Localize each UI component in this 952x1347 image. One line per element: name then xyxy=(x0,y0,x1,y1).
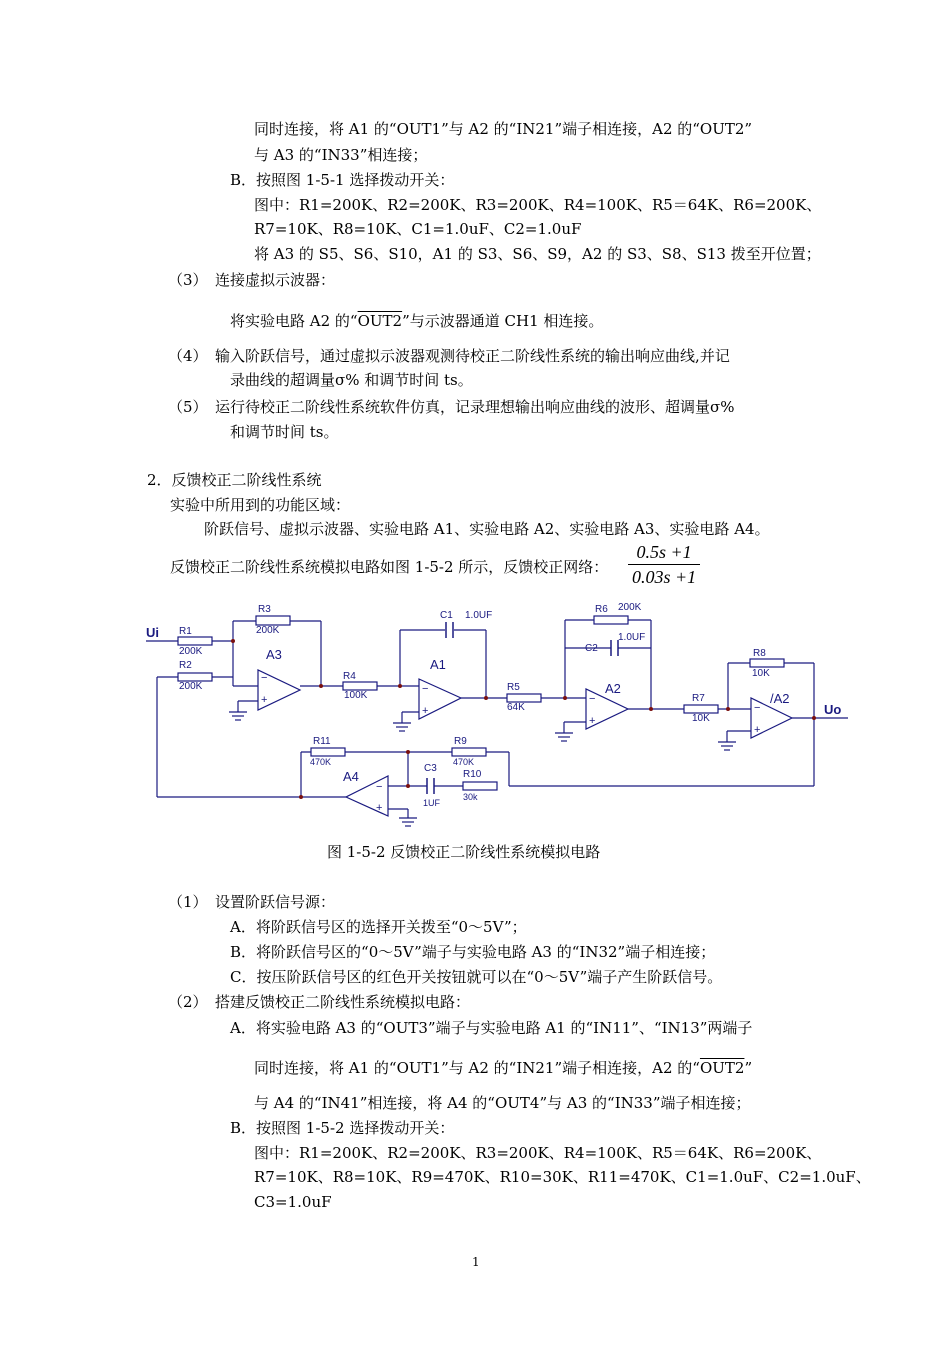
section-heading: 2．反馈校正二阶线性系统 xyxy=(147,471,322,489)
text-line: 和调节时间 ts。 xyxy=(230,423,339,441)
text-line: （4） 输入阶跃信号，通过虚拟示波器观测待校正二阶线性系统的输出响应曲线,并记 xyxy=(168,347,730,365)
text-line: （2） 搭建反馈校正二阶线性系统模拟电路： xyxy=(168,993,471,1011)
amp-label: A2 xyxy=(605,681,621,696)
component-value: 1.0UF xyxy=(465,610,493,621)
resistor-r7 xyxy=(684,705,718,713)
component-label: R6 xyxy=(595,604,608,615)
component-value: 1UF xyxy=(423,798,441,808)
resistor-r3 xyxy=(256,616,290,625)
svg-text:+: + xyxy=(589,715,596,727)
svg-text:−: − xyxy=(422,683,429,695)
text-line: B．按照图 1-5-1 选择拨动开关： xyxy=(230,171,455,189)
resistor-r10 xyxy=(463,782,497,790)
transfer-function xyxy=(628,540,700,589)
text-line: B．按照图 1-5-2 选择拨动开关： xyxy=(230,1119,455,1137)
component-value: 10K xyxy=(692,713,710,724)
svg-text:−: − xyxy=(754,702,761,714)
resistor-r2 xyxy=(178,673,212,681)
text-part: 同时连接，将 A1 的“OUT1”与 A2 的“IN21”端子相连接，A2 的“ xyxy=(254,1059,700,1077)
svg-text:+: + xyxy=(754,724,761,736)
text-line: R7=10K、R8=10K、C1=1.0uF、C2=1.0uF xyxy=(254,220,582,238)
text-line: 实验中所用到的功能区域： xyxy=(170,496,351,514)
component-value: 200K xyxy=(256,625,280,636)
component-label: R3 xyxy=(258,604,271,615)
resistor-r9 xyxy=(452,748,486,756)
denominator: 0.03s +1 xyxy=(632,567,697,587)
text-line: 与 A4 的“IN41”相连接，将 A4 的“OUT4”与 A3 的“IN33”端子相连接； xyxy=(254,1094,751,1112)
component-label: R10 xyxy=(463,769,482,780)
text-part: 将实验电路 A2 的“ xyxy=(230,312,358,330)
resistor-r6 xyxy=(594,616,628,624)
text-line xyxy=(230,311,603,331)
component-value: 470K xyxy=(453,757,475,767)
amp-label: /A2 xyxy=(770,691,790,706)
component-label: R1 xyxy=(179,626,192,637)
resistor-r11 xyxy=(311,748,345,756)
text-line: C．按压阶跃信号区的红色开关按钮就可以在“0～5V”端子产生阶跃信号。 xyxy=(230,968,723,986)
overlined-term: OUT2 xyxy=(699,1059,745,1077)
text-line xyxy=(254,1058,752,1078)
text-line: B．将阶跃信号区的“0～5V”端子与实验电路 A3 的“IN32”端子相连接； xyxy=(230,943,716,961)
component-value: 470K xyxy=(310,757,332,767)
component-value: 10K xyxy=(752,668,770,679)
component-label: C3 xyxy=(424,763,437,774)
component-label: C2 xyxy=(585,643,598,654)
component-label: R4 xyxy=(343,671,356,682)
svg-text:+: + xyxy=(261,694,268,706)
text-line: R7=10K、R8=10K、R9=470K、R10=30K、R11=470K、C1=1.0uF、C2=1.0uF、 xyxy=(254,1168,871,1186)
svg-text:−: − xyxy=(261,672,268,684)
uo-label: Uo xyxy=(824,702,842,717)
component-label: R7 xyxy=(692,693,705,704)
text-line: （5） 运行待校正二阶线性系统软件仿真，记录理想输出响应曲线的波形、超调量σ% xyxy=(168,398,735,416)
text-part: ”与示波器通道 CH1 相连接。 xyxy=(402,312,604,330)
svg-text:+: + xyxy=(422,705,429,717)
svg-text:+: + xyxy=(376,802,383,814)
component-value: 64K xyxy=(507,702,525,713)
text-line: C3=1.0uF xyxy=(254,1193,332,1211)
text-line: 图中：R1=200K、R2=200K、R3=200K、R4=100K、R5＝64K、R6=200K、 xyxy=(254,1144,822,1162)
amp-label: A1 xyxy=(430,657,446,672)
text-line: 录曲线的超调量σ% 和调节时间 ts。 xyxy=(230,371,473,389)
component-label: C1 xyxy=(440,610,453,621)
component-label: R5 xyxy=(507,682,520,693)
resistor-r8 xyxy=(750,659,784,667)
component-label: R11 xyxy=(313,736,331,747)
resistor-r4 xyxy=(343,682,377,690)
text-line: 阶跃信号、虚拟示波器、实验电路 A1、实验电路 A2、实验电路 A3、实验电路 A4。 xyxy=(204,520,770,538)
amp-label: A4 xyxy=(343,769,359,784)
text-line: 将 A3 的 S5、S6、S10，A1 的 S3、S6、S9，A2 的 S3、S8、S13 拨至开位置； xyxy=(254,245,821,263)
text-line: 图中：R1=200K、R2=200K、R3=200K、R4=100K、R5＝64K、R6=200K、 xyxy=(254,196,822,214)
overlined-term: OUT2 xyxy=(357,312,403,330)
component-label: R9 xyxy=(454,736,467,747)
component-value: 200K xyxy=(179,646,203,657)
text-line: （3） 连接虚拟示波器： xyxy=(168,271,336,289)
text-line: （1） 设置阶跃信号源： xyxy=(168,893,336,911)
ui-label: Ui xyxy=(146,625,159,640)
page-number: 1 xyxy=(472,1255,480,1269)
component-value: 200K xyxy=(618,602,642,613)
component-value: 200K xyxy=(179,681,203,692)
text-line: A．将实验电路 A3 的“OUT3”端子与实验电路 A1 的“IN11”、“IN13”两端子 xyxy=(230,1019,753,1037)
text-line: 与 A3 的“IN33”相连接； xyxy=(254,146,428,164)
resistor-r5 xyxy=(507,694,541,702)
resistor-r1 xyxy=(178,637,212,645)
component-value: 100K xyxy=(344,690,368,701)
text-line: 反馈校正二阶线性系统模拟电路如图 1-5-2 所示，反馈校正网络： xyxy=(170,558,609,576)
component-value: 1.0UF xyxy=(618,632,646,643)
svg-text:−: − xyxy=(376,781,383,793)
text-line: 同时连接，将 A1 的“OUT1”与 A2 的“IN21”端子相连接，A2 的“OUT2” xyxy=(254,120,753,138)
component-label: R8 xyxy=(753,648,766,659)
numerator: 0.5s +1 xyxy=(628,540,700,565)
figure-caption: 图 1-5-2 反馈校正二阶线性系统模拟电路 xyxy=(327,843,601,861)
text-line: A．将阶跃信号区的选择开关拨至“0～5V”； xyxy=(230,918,527,936)
component-value: 30k xyxy=(463,792,478,802)
component-label: R2 xyxy=(179,660,192,671)
text-part: ” xyxy=(744,1059,753,1077)
amp-label: A3 xyxy=(266,647,282,662)
svg-text:−: − xyxy=(589,693,596,705)
circuit-diagram xyxy=(0,590,952,840)
